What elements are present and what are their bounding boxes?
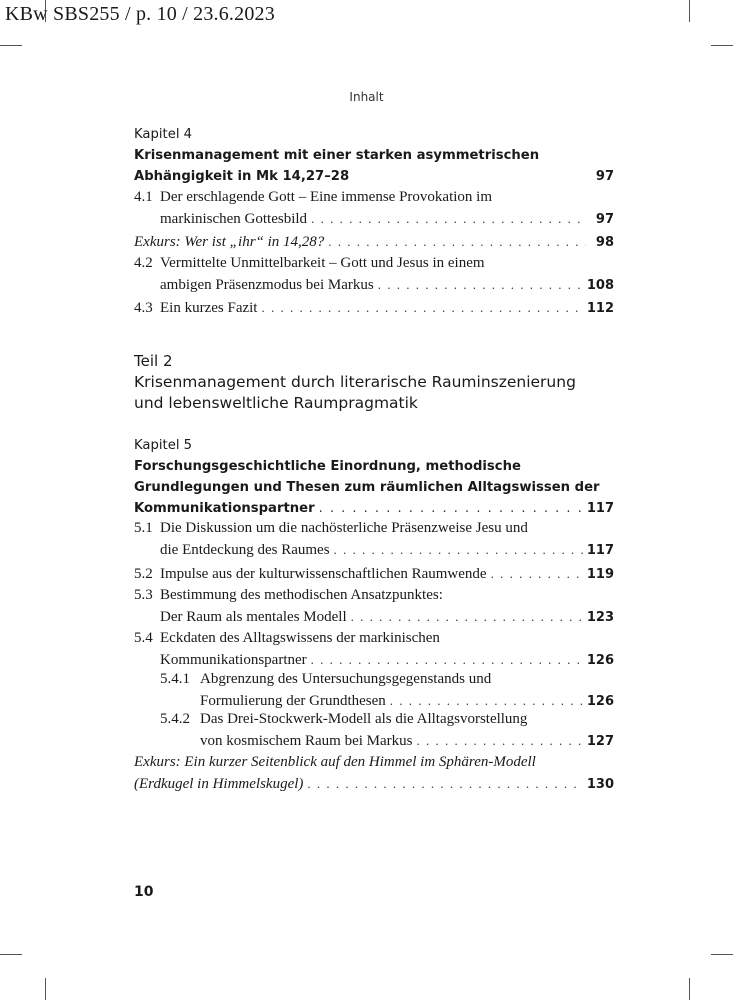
chapter-title: Grundlegungen und Thesen zum räumlichen Alltagswissen der bbox=[134, 480, 600, 495]
toc-line bbox=[134, 187, 614, 208]
toc-line bbox=[134, 208, 614, 229]
leader-dots bbox=[328, 231, 586, 252]
page-number-footer: 10 bbox=[134, 884, 154, 900]
toc-line bbox=[134, 563, 614, 584]
leader-dots bbox=[491, 563, 583, 584]
page-number: 127 bbox=[586, 734, 614, 749]
page-number: 117 bbox=[586, 543, 614, 558]
section-title: Kommunikationspartner bbox=[160, 652, 307, 668]
section-4-1[interactable] bbox=[134, 187, 614, 229]
section-number: 4.3 bbox=[134, 300, 153, 316]
section-title: Bestimmung des methodischen Ansatzpunktes: bbox=[160, 587, 443, 603]
toc-line bbox=[134, 649, 614, 670]
toc-line bbox=[134, 539, 614, 560]
leader-dots bbox=[307, 773, 582, 794]
page-number: 117 bbox=[586, 501, 614, 516]
section-5-1[interactable] bbox=[134, 518, 614, 560]
section-title: Abgrenzung des Untersuchungsgegenstands und bbox=[200, 671, 492, 687]
section-5-4-2[interactable] bbox=[134, 709, 614, 751]
page-number: 108 bbox=[586, 278, 614, 293]
running-head: Inhalt bbox=[349, 90, 384, 104]
page-number: 130 bbox=[586, 777, 614, 792]
section-number: 4.1 bbox=[134, 189, 153, 205]
chapter-title: Krisenmanagement mit einer starken asymmetrischen bbox=[134, 148, 540, 163]
section-number: 4.2 bbox=[134, 255, 153, 271]
section-title: Vermittelte Unmittelbarkeit – Gott und Jesus in einem bbox=[160, 255, 485, 271]
chapter-label: Kapitel 5 bbox=[134, 438, 193, 453]
part-2-heading[interactable] bbox=[134, 350, 614, 414]
section-title: markinischen Gottesbild bbox=[160, 211, 308, 227]
leader-dots bbox=[416, 730, 582, 751]
page-number: 97 bbox=[595, 169, 614, 184]
chapter-label: Kapitel 4 bbox=[134, 127, 193, 142]
exkurs-entry[interactable] bbox=[134, 231, 614, 252]
section-number: 5.4.2 bbox=[160, 711, 190, 727]
section-title: Impulse aus der kulturwissenschaftlichen Raumwende bbox=[160, 566, 487, 582]
section-title: von kosmischem Raum bei Markus bbox=[200, 733, 413, 749]
section-title: Der Raum als mentales Modell bbox=[160, 609, 347, 625]
crop-mark bbox=[0, 45, 22, 46]
exkurs-title: Exkurs: Wer ist „ihr“ in 14,28? bbox=[134, 234, 325, 250]
chapter-title: Forschungsgeschichtliche Einordnung, methodische bbox=[134, 459, 521, 474]
section-5-2[interactable] bbox=[134, 563, 614, 584]
section-number: 5.4.1 bbox=[160, 671, 190, 687]
chapter-title: Kommunikationspartner bbox=[134, 501, 315, 516]
chapter-title: Abhängigkeit in Mk 14,27–28 bbox=[134, 169, 350, 184]
crop-mark bbox=[711, 954, 733, 955]
section-5-4[interactable] bbox=[134, 628, 614, 670]
section-title: Eckdaten des Alltagswissens der markinischen bbox=[160, 630, 440, 646]
section-number: 5.4 bbox=[134, 630, 153, 646]
section-title: ambigen Präsenzmodus bei Markus bbox=[160, 277, 374, 293]
section-5-4-1[interactable] bbox=[134, 669, 614, 711]
crop-mark bbox=[689, 0, 690, 22]
crop-mark bbox=[0, 954, 22, 955]
toc-line bbox=[134, 730, 614, 751]
toc-line bbox=[134, 253, 614, 274]
section-number: 5.2 bbox=[134, 566, 153, 582]
leader-dots bbox=[378, 274, 583, 295]
toc-line bbox=[134, 297, 614, 318]
section-number: 5.3 bbox=[134, 587, 153, 603]
toc-entry[interactable] bbox=[134, 498, 614, 519]
leader-dots bbox=[319, 498, 583, 519]
toc-line bbox=[134, 231, 614, 252]
leader-dots bbox=[261, 297, 582, 318]
page-number: 112 bbox=[586, 301, 614, 316]
leader-dots bbox=[334, 539, 583, 560]
page-number: 123 bbox=[586, 610, 614, 625]
leader-dots bbox=[351, 606, 583, 627]
crop-mark bbox=[711, 45, 733, 46]
section-4-2[interactable] bbox=[134, 253, 614, 295]
section-title: Der erschlagende Gott – Eine immense Provokation im bbox=[160, 189, 492, 205]
page-number: 98 bbox=[595, 235, 614, 250]
print-slug: KBw SBS255 / p. 10 / 23.6.2023 bbox=[5, 3, 275, 25]
chapter-4-block bbox=[134, 124, 614, 187]
section-title: Formulierung der Grundthesen bbox=[200, 693, 386, 709]
toc-line bbox=[134, 274, 614, 295]
page-number: 126 bbox=[586, 653, 614, 668]
crop-mark bbox=[689, 978, 690, 1000]
exkurs-title: (Erdkugel in Himmelskugel) bbox=[134, 776, 304, 792]
toc-line bbox=[134, 606, 614, 627]
toc-line bbox=[134, 669, 614, 690]
section-4-3[interactable] bbox=[134, 297, 614, 318]
toc-line bbox=[134, 752, 614, 773]
toc-line bbox=[134, 585, 614, 606]
crop-mark bbox=[45, 978, 46, 1000]
exkurs-entry[interactable] bbox=[134, 752, 614, 794]
section-5-3[interactable] bbox=[134, 585, 614, 627]
section-title: Das Drei-Stockwerk-Modell als die Alltagsvorstellung bbox=[200, 711, 528, 727]
section-title: Ein kurzes Fazit bbox=[160, 300, 258, 316]
part-title: und lebensweltliche Raumpragmatik bbox=[134, 394, 418, 412]
page-number: 126 bbox=[586, 694, 614, 709]
toc-entry[interactable] bbox=[134, 166, 614, 187]
toc-line bbox=[134, 518, 614, 539]
page-number: 97 bbox=[595, 212, 614, 227]
leader-dots bbox=[311, 208, 586, 229]
section-title: Die Diskussion um die nachösterliche Präsenzweise Jesu und bbox=[160, 520, 528, 536]
exkurs-title: Exkurs: Ein kurzer Seitenblick auf den Himmel im Sphären-Modell bbox=[134, 754, 536, 770]
part-label: Teil 2 bbox=[134, 352, 173, 370]
toc-line bbox=[134, 628, 614, 649]
leader-dots bbox=[390, 690, 583, 711]
page-number: 119 bbox=[586, 567, 614, 582]
part-title: Krisenmanagement durch literarische Rauminszenierung bbox=[134, 373, 576, 391]
section-number: 5.1 bbox=[134, 520, 153, 536]
chapter-5-block bbox=[134, 435, 614, 519]
toc-line bbox=[134, 690, 614, 711]
toc-line bbox=[134, 773, 614, 794]
toc-line bbox=[134, 709, 614, 730]
section-title: die Entdeckung des Raumes bbox=[160, 542, 330, 558]
leader-dots bbox=[311, 649, 583, 670]
